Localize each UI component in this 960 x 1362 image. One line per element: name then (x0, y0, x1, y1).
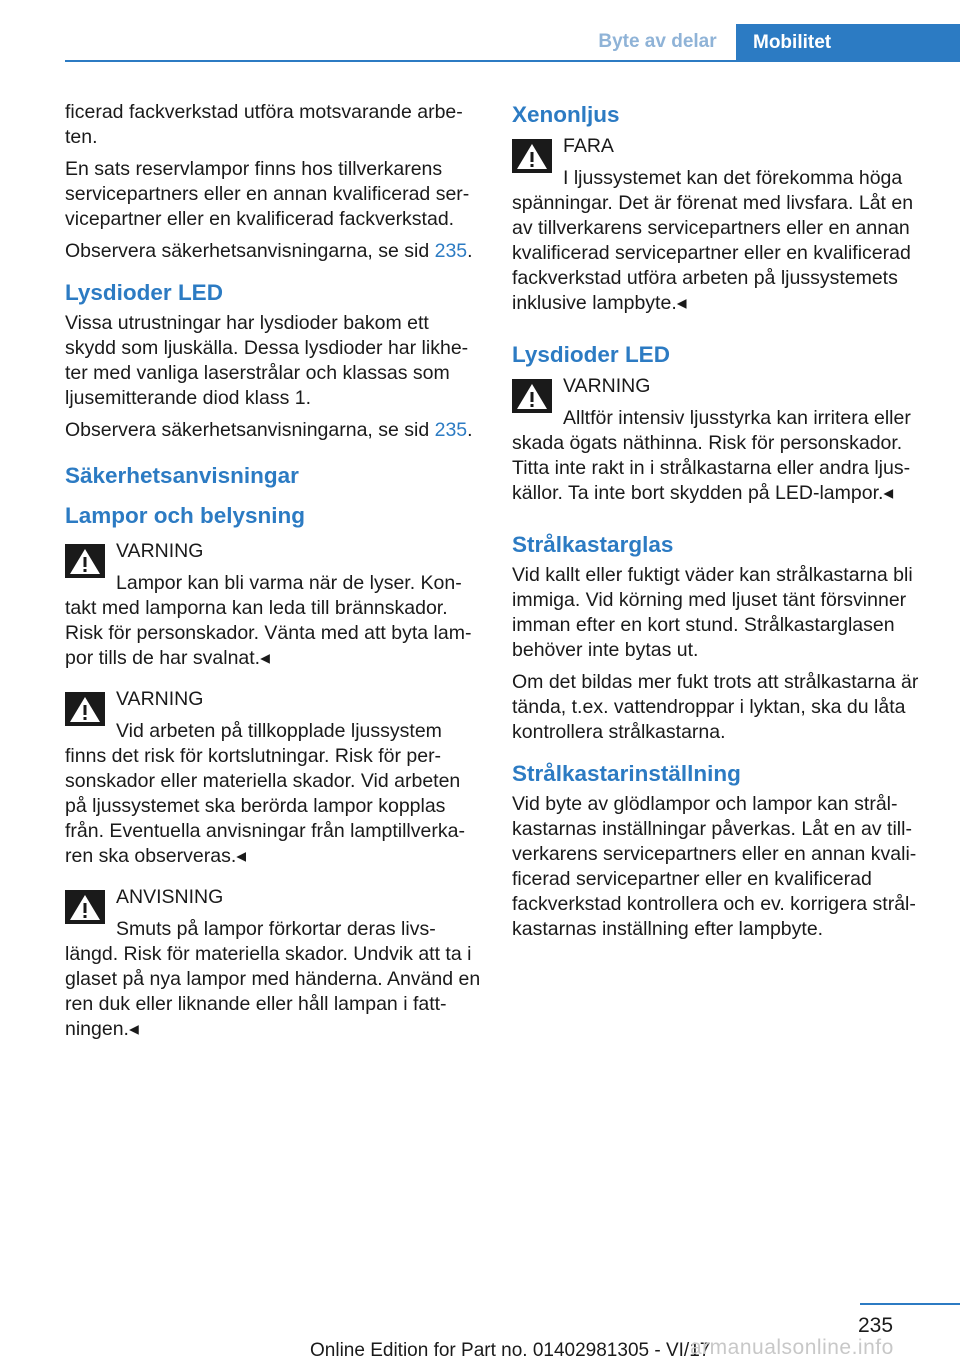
heading-sakerhetsanvisningar: Säkerhetsanvisningar (65, 463, 299, 488)
warning-box (512, 374, 930, 506)
warning-text: Alltför intensiv ljusstyrka kan irritera eller skada ögats näthinna. Risk för personskador. Titta inte rakt in i strålkastarna eller andra ljus-källor. Ta inte bort skydden på LED-lampor.◂ (512, 407, 911, 504)
warning-label: VARNING (116, 540, 204, 562)
warning-label: VARNING (563, 375, 651, 397)
warning-text: Lampor kan bli varma när de lyser. Kon-takt med lamporna kan leda till brännskador. Risk för personskador. Vänta med att byta lam-por tills de har svalnat.◂ (65, 572, 472, 669)
paragraph-with-reference (65, 239, 481, 264)
paragraph: ficerad fackverkstad utföra motsvarande arbe-ten. (65, 101, 463, 148)
notice-box (65, 885, 481, 1042)
paragraph: Vid kallt eller fuktigt väder kan strålkastarna bli immiga. Vid körning med ljuset tänt försvinner imman efter en kort stund. Strålkastarglasen behöver inte bytas ut. (512, 564, 913, 661)
warning-label: VARNING (116, 688, 204, 710)
warning-text: Vid arbeten på tillkopplade ljussystem finns det risk för kortslutningar. Risk för per-sonskador eller materiella skador. Vid arbeten på ljussystemet ska berörda lampor kopplas från. Eventuella anvisningar från lamptillverka-ren ska observeras.◂ (65, 720, 465, 867)
warning-triangle-icon (65, 890, 105, 924)
edition-text: Online Edition for Part no. 01402981305 - VI/17 (310, 1340, 711, 1361)
footer-divider (860, 1303, 960, 1305)
page-number: 235 (858, 1314, 894, 1337)
heading-xenonljus: Xenonljus (512, 102, 620, 127)
paragraph: Vissa utrustningar har lysdioder bakom ett skydd som ljuskälla. Dessa lysdioder har likhe-ter med vanliga laserstrålar och klassas som ljusemitterande diod klass 1. (65, 312, 469, 409)
warning-triangle-icon (65, 544, 105, 578)
tab-byte-av-delar[interactable]: Byte av delar (598, 31, 717, 52)
page-reference-link[interactable]: 235 (434, 240, 468, 262)
header-divider (65, 60, 960, 62)
left-column (65, 100, 481, 1052)
heading-stralkastarinstallning: Strålkastarinställning (512, 761, 741, 786)
notice-text: Smuts på lampor förkortar deras livs-längd. Risk för materiella skador. Undvik att ta i glaset på nya lampor med händerna. Använd en ren duk eller liknande eller håll lampan i fatt-ningen.◂ (65, 918, 481, 1040)
heading-lysdioder-led: Lysdioder LED (65, 280, 223, 305)
heading-stralkastarglas: Strålkastarglas (512, 532, 674, 557)
heading-lampor-och-belysning: Lampor och belysning (65, 503, 306, 528)
paragraph-end: . (467, 419, 473, 441)
page-header (0, 0, 960, 62)
danger-box (512, 134, 930, 316)
paragraph: Vid byte av glödlampor och lampor kan strål-kastarnas inställningar påverkas. Låt en av till-verkarens servicepartners eller en annan kvali-ficerad servicepartner eller en kvalificerad fackverkstad kontrollera och ev. korrigera strål-kastarnas inställning efter lampbyte. (512, 793, 917, 940)
watermark: armanualsonline.info (690, 1336, 894, 1359)
tab-mobilitet[interactable]: Mobilitet (736, 24, 960, 62)
warning-triangle-icon (512, 139, 552, 173)
paragraph: En sats reservlampor finns hos tillverkarens servicepartners eller en annan kvalificerad ser-vicepartner eller en kvalificerad fackverkstad. (65, 158, 470, 230)
notice-label: ANVISNING (116, 886, 224, 908)
right-column (512, 100, 930, 949)
paragraph-text: Observera säkerhetsanvisningarna, se sid (65, 240, 435, 262)
warning-triangle-icon (512, 379, 552, 413)
page-reference-link[interactable]: 235 (434, 419, 468, 441)
danger-label: FARA (563, 135, 614, 157)
paragraph-with-reference (65, 418, 481, 443)
danger-text: I ljussystemet kan det förekomma höga spänningar. Det är förenat med livsfara. Låt en av tillverkarens servicepartners eller en annan kvalificerad servicepartner eller en kvalificerad fackverkstad utföra arbeten på ljussystemets inklusive lampbyte.◂ (512, 167, 914, 314)
warning-box (65, 539, 481, 671)
paragraph-text: Observera säkerhetsanvisningarna, se sid (65, 419, 435, 441)
paragraph: Om det bildas mer fukt trots att strålkastarna är tända, t.ex. vattendroppar i lyktan, ska du låta kontrollera strålkastarna. (512, 671, 919, 743)
warning-box (65, 687, 481, 869)
heading-lysdioder-led: Lysdioder LED (512, 342, 670, 367)
paragraph-end: . (467, 240, 473, 262)
warning-triangle-icon (65, 692, 105, 726)
